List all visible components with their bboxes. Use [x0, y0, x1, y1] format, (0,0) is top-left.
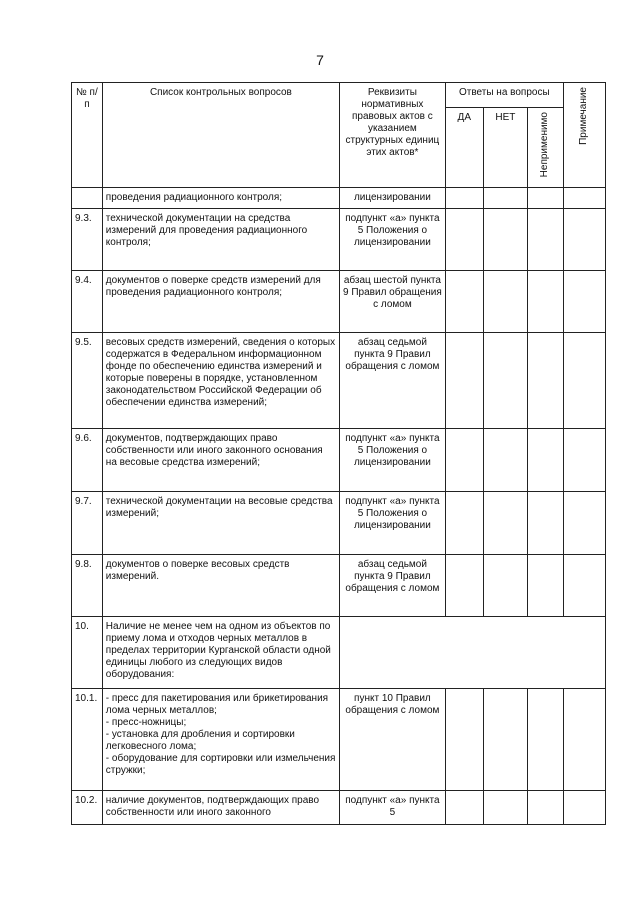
- table-row: [72, 209, 606, 271]
- note-cell[interactable]: [563, 271, 605, 333]
- row-requisites-merged: [340, 617, 606, 689]
- answer-yes-cell[interactable]: [445, 555, 483, 617]
- row-question: технической документации на весовые средства измерений;: [102, 492, 339, 555]
- header-note: [563, 83, 605, 188]
- row-number: 9.7.: [72, 492, 103, 555]
- header-number: № п/п: [72, 83, 103, 188]
- row-question: Наличие не менее чем на одном из объектов по приему лома и отходов черных металлов в пределах территории Курганской области одной единицы любого из следующих видов оборудования:: [102, 617, 339, 689]
- header-not-applicable-label: Неприменимо: [539, 112, 551, 178]
- page-number: 7: [316, 52, 324, 68]
- note-cell[interactable]: [563, 429, 605, 492]
- row-requisites: абзац шестой пункта 9 Правил обращения с ломом: [340, 271, 446, 333]
- header-requisites: Реквизиты нормативных правовых актов с указанием структурных единиц этих актов*: [340, 83, 446, 188]
- table-row: [72, 429, 606, 492]
- answer-no-cell[interactable]: [483, 188, 527, 209]
- answer-yes-cell[interactable]: [445, 209, 483, 271]
- row-number: 10.: [72, 617, 103, 689]
- row-question: весовых средств измерений, сведения о которых содержатся в Федеральном информационном фонде по обеспечению единства измерений и которые поверены в порядке, установленном законодательством Российской Федерации об обеспечении единства измерений;: [102, 333, 339, 429]
- answer-yes-cell[interactable]: [445, 791, 483, 825]
- answer-no-cell[interactable]: [483, 333, 527, 429]
- row-requisites: подпункт «а» пункта 5: [340, 791, 446, 825]
- answer-yes-cell[interactable]: [445, 271, 483, 333]
- row-number: 10.1.: [72, 689, 103, 791]
- row-number: 9.8.: [72, 555, 103, 617]
- answer-na-cell[interactable]: [527, 492, 563, 555]
- row-question: документов о поверке весовых средств измерений.: [102, 555, 339, 617]
- table-row: [72, 617, 606, 689]
- answer-no-cell[interactable]: [483, 555, 527, 617]
- table-row: [72, 492, 606, 555]
- row-number: 9.6.: [72, 429, 103, 492]
- row-requisites: подпункт «а» пункта 5 Положения о лицензировании: [340, 492, 446, 555]
- table-row: [72, 188, 606, 209]
- table-row: [72, 791, 606, 825]
- answer-no-cell[interactable]: [483, 271, 527, 333]
- note-cell[interactable]: [563, 555, 605, 617]
- answer-na-cell[interactable]: [527, 555, 563, 617]
- header-not-applicable: [527, 108, 563, 188]
- note-cell[interactable]: [563, 492, 605, 555]
- row-number: 9.5.: [72, 333, 103, 429]
- header-questions: Список контрольных вопросов: [102, 83, 339, 188]
- note-cell[interactable]: [563, 791, 605, 825]
- note-cell[interactable]: [563, 209, 605, 271]
- row-question: наличие документов, подтверждающих право собственности или иного законного: [102, 791, 339, 825]
- row-requisites: абзац седьмой пункта 9 Правил обращения с ломом: [340, 555, 446, 617]
- answer-na-cell[interactable]: [527, 209, 563, 271]
- note-cell[interactable]: [563, 333, 605, 429]
- header-answers: Ответы на вопросы: [445, 83, 563, 108]
- row-requisites: пункт 10 Правил обращения с ломом: [340, 689, 446, 791]
- table-row: [72, 689, 606, 791]
- answer-na-cell[interactable]: [527, 333, 563, 429]
- answer-no-cell[interactable]: [483, 689, 527, 791]
- answer-no-cell[interactable]: [483, 492, 527, 555]
- header-no: НЕТ: [483, 108, 527, 188]
- note-cell[interactable]: [563, 188, 605, 209]
- answer-na-cell[interactable]: [527, 689, 563, 791]
- header-yes: ДА: [445, 108, 483, 188]
- answer-no-cell[interactable]: [483, 429, 527, 492]
- row-number: 9.4.: [72, 271, 103, 333]
- row-question: проведения радиационного контроля;: [102, 188, 339, 209]
- table-row: [72, 271, 606, 333]
- row-requisites: подпункт «а» пункта 5 Положения о лицензировании: [340, 209, 446, 271]
- checklist-table: [71, 82, 606, 825]
- row-question: технической документации на средства измерений для проведения радиационного контроля;: [102, 209, 339, 271]
- row-question: документов о поверке средств измерений для проведения радиационного контроля;: [102, 271, 339, 333]
- answer-no-cell[interactable]: [483, 209, 527, 271]
- answer-na-cell[interactable]: [527, 271, 563, 333]
- answer-yes-cell[interactable]: [445, 492, 483, 555]
- answer-yes-cell[interactable]: [445, 188, 483, 209]
- table-row: [72, 333, 606, 429]
- table-row: [72, 555, 606, 617]
- row-number: 10.2.: [72, 791, 103, 825]
- row-requisites: подпункт «а» пункта 5 Положения о лицензировании: [340, 429, 446, 492]
- header-note-label: Примечание: [578, 87, 590, 145]
- row-requisites: лицензировании: [340, 188, 446, 209]
- row-question: - пресс для пакетирования или брикетирования лома черных металлов; - пресс-ножницы; - установка для дробления и сортировки легковесного лома; - оборудование для сортировки или измельчения стружки;: [102, 689, 339, 791]
- row-requisites: абзац седьмой пункта 9 Правил обращения с ломом: [340, 333, 446, 429]
- note-cell[interactable]: [563, 689, 605, 791]
- row-number: [72, 188, 103, 209]
- answer-yes-cell[interactable]: [445, 429, 483, 492]
- answer-na-cell[interactable]: [527, 188, 563, 209]
- answer-yes-cell[interactable]: [445, 333, 483, 429]
- answer-na-cell[interactable]: [527, 791, 563, 825]
- answer-no-cell[interactable]: [483, 791, 527, 825]
- answer-na-cell[interactable]: [527, 429, 563, 492]
- row-number: 9.3.: [72, 209, 103, 271]
- answer-yes-cell[interactable]: [445, 689, 483, 791]
- row-question: документов, подтверждающих право собственности или иного законного основания на весовые средства измерений;: [102, 429, 339, 492]
